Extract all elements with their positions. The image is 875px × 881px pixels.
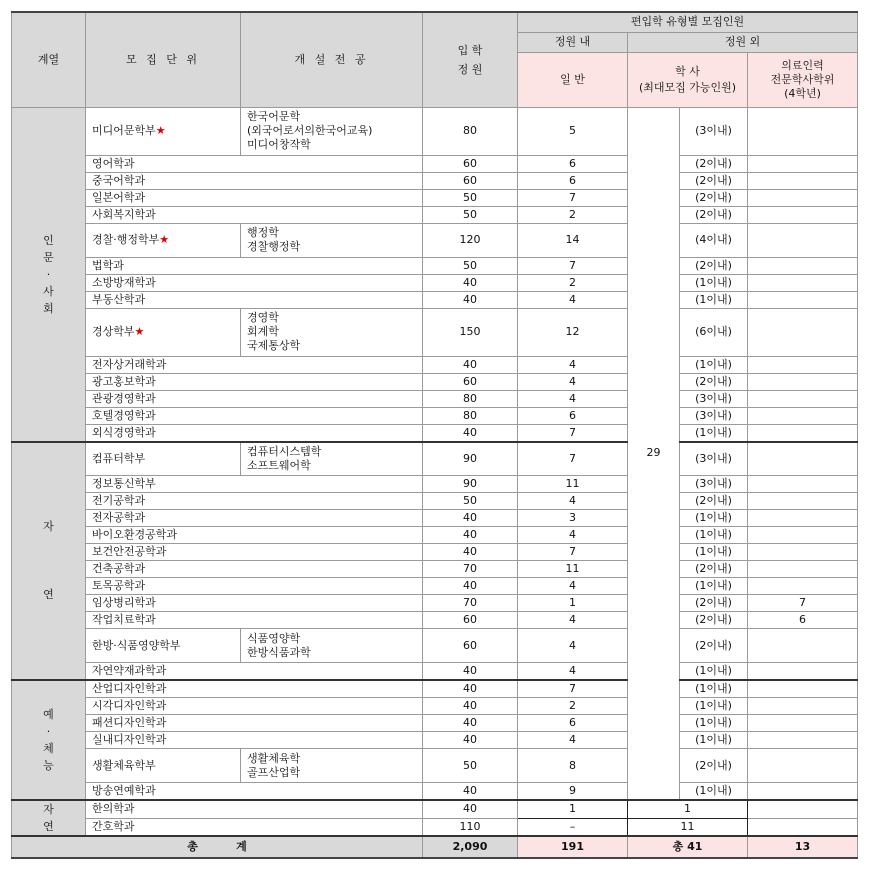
unit-cell: [86, 476, 423, 493]
medical-cell: [748, 818, 858, 836]
limit-cell: (6이내): [680, 308, 748, 356]
limit-cell: 11: [628, 818, 748, 836]
limit-cell: (1이내): [680, 510, 748, 527]
medical-cell: [748, 155, 858, 172]
limit-cell: (1이내): [680, 274, 748, 291]
limit-cell: (3이내): [680, 476, 748, 493]
header-medical: 의료인력 전문학사학위 (4학년): [748, 52, 858, 107]
medical-cell: [748, 390, 858, 407]
medical-cell: [748, 544, 858, 561]
table-row: [12, 172, 858, 189]
quota-cell: 60: [423, 155, 518, 172]
quota-cell: 40: [423, 663, 518, 681]
general-cell: 7: [518, 257, 628, 274]
general-cell: –: [518, 818, 628, 836]
table-row: [12, 356, 858, 373]
unit-name: 미디어문학부: [92, 124, 156, 137]
unit-name: 법학과: [92, 258, 124, 272]
unit-name: 건축공학과: [92, 562, 146, 575]
limit-cell: (3이내): [680, 407, 748, 424]
major-name: 국제통상학: [247, 339, 301, 352]
unit-cell: [86, 680, 423, 698]
limit-cell: (2이내): [680, 561, 748, 578]
quota-cell: 40: [423, 274, 518, 291]
unit-cell: [86, 206, 423, 223]
limit-cell: (1이내): [680, 680, 748, 698]
general-cell: 4: [518, 732, 628, 749]
table-row: [12, 206, 858, 223]
quota-cell: 80: [423, 107, 518, 155]
star-icon: ★: [155, 124, 166, 137]
table-row: [12, 510, 858, 527]
table-row: [12, 155, 858, 172]
unit-name: 토목공학과: [92, 579, 146, 592]
bachelor-total: 29: [628, 107, 680, 800]
medical-cell: [748, 749, 858, 783]
limit-cell: (1이내): [680, 424, 748, 442]
medical-cell: [748, 663, 858, 681]
unit-cell: [86, 510, 423, 527]
major-name: 행정학: [247, 226, 279, 239]
limit-cell: (2이내): [680, 155, 748, 172]
table-row: [12, 373, 858, 390]
medical-cell: [748, 800, 858, 818]
major-name: 한국어문학: [247, 110, 301, 123]
medical-cell: [748, 442, 858, 476]
medical-cell: 7: [748, 595, 858, 612]
general-cell: 11: [518, 476, 628, 493]
table-row: [12, 818, 858, 836]
unit-name: 정보통신학부: [92, 477, 156, 490]
table-row: [12, 291, 858, 308]
quota-cell: 40: [423, 291, 518, 308]
major-name: 경찰행정학: [247, 240, 301, 253]
table-row: [12, 189, 858, 206]
unit-name: 실내디자인학과: [92, 733, 167, 746]
limit-cell: (1이내): [680, 356, 748, 373]
table-row: [12, 749, 858, 783]
table-row: [12, 527, 858, 544]
quota-cell: 90: [423, 442, 518, 476]
quota-cell: 150: [423, 308, 518, 356]
star-icon: ★: [159, 233, 170, 246]
medical-cell: [748, 476, 858, 493]
limit-cell: (2이내): [680, 595, 748, 612]
general-cell: 12: [518, 308, 628, 356]
quota-cell: 40: [423, 527, 518, 544]
table-row: [12, 800, 858, 818]
medical-cell: [748, 373, 858, 390]
unit-cell: [86, 595, 423, 612]
table-row: [12, 424, 858, 442]
header-general: 일 반: [518, 52, 628, 107]
unit-name: 간호학과: [92, 819, 135, 833]
medical-cell: [748, 206, 858, 223]
limit-cell: (2이내): [680, 612, 748, 629]
quota-cell: 60: [423, 172, 518, 189]
medical-cell: [748, 527, 858, 544]
header-out-quota: 정원 외: [628, 32, 858, 52]
table-row: [12, 308, 858, 356]
table-row: [12, 663, 858, 681]
limit-cell: (3이내): [680, 107, 748, 155]
medical-cell: [748, 680, 858, 698]
medical-cell: [748, 578, 858, 595]
unit-name: 외식경영학과: [92, 425, 156, 439]
table-row: [12, 407, 858, 424]
unit-cell: [86, 612, 423, 629]
unit-name: 산업디자인학과: [92, 682, 167, 695]
general-cell: 4: [518, 356, 628, 373]
total-bachelor: 총 41: [628, 836, 748, 858]
quota-cell: 110: [423, 818, 518, 836]
unit-name: 전자상거래학과: [92, 357, 167, 371]
unit-cell: [86, 578, 423, 595]
medical-cell: [748, 510, 858, 527]
table-row: [12, 561, 858, 578]
table-row: [12, 107, 858, 155]
header-unit: 모 집 단 위: [86, 12, 241, 107]
medical-cell: [748, 223, 858, 257]
general-cell: 4: [518, 373, 628, 390]
unit-cell: [86, 783, 423, 801]
major-cell: [241, 749, 423, 783]
header-transfer: 편입학 유형별 모집인원: [518, 12, 858, 32]
general-cell: 3: [518, 510, 628, 527]
unit-name: 방송연예학과: [92, 784, 156, 797]
table-row: [12, 698, 858, 715]
general-cell: 4: [518, 663, 628, 681]
unit-name: 전자공학과: [92, 511, 146, 524]
general-cell: 14: [518, 223, 628, 257]
quota-cell: 50: [423, 257, 518, 274]
unit-name: 경찰·행정학부: [92, 233, 160, 246]
unit-cell: [86, 107, 241, 155]
unit-cell: [86, 818, 423, 836]
quota-cell: 50: [423, 206, 518, 223]
unit-cell: [86, 749, 241, 783]
unit-name: 부동산학과: [92, 292, 146, 306]
table-row: [12, 629, 858, 663]
medical-cell: [748, 172, 858, 189]
general-cell: 9: [518, 783, 628, 801]
limit-cell: (2이내): [680, 493, 748, 510]
unit-name: 한의학과: [92, 802, 135, 816]
limit-cell: (2이내): [680, 373, 748, 390]
unit-cell: [86, 223, 241, 257]
table-row: [12, 257, 858, 274]
header-in-quota: 정원 내: [518, 32, 628, 52]
quota-cell: 40: [423, 578, 518, 595]
table-row: [12, 578, 858, 595]
group-label: 예 · 체 능: [12, 680, 86, 800]
table-row: [12, 223, 858, 257]
unit-name: 호텔경영학과: [92, 408, 156, 422]
general-cell: 2: [518, 698, 628, 715]
quota-cell: 40: [423, 680, 518, 698]
medical-cell: [748, 698, 858, 715]
major-name: 컴퓨터시스템학: [247, 444, 322, 458]
general-cell: 7: [518, 189, 628, 206]
major-name: (외국어로서의한국어교육): [247, 124, 373, 137]
limit-cell: (1이내): [680, 578, 748, 595]
limit-cell: (1이내): [680, 527, 748, 544]
medical-cell: [748, 424, 858, 442]
medical-cell: [748, 274, 858, 291]
unit-name: 소방방재학과: [92, 275, 156, 289]
unit-cell: [86, 663, 423, 681]
header-bachelor: 학 사 (최대모집 가능인원): [628, 52, 748, 107]
general-cell: 2: [518, 206, 628, 223]
unit-name: 패션디자인학과: [92, 716, 167, 729]
general-cell: 6: [518, 407, 628, 424]
unit-cell: [86, 698, 423, 715]
medical-cell: [748, 308, 858, 356]
limit-cell: (2이내): [680, 206, 748, 223]
quota-cell: 40: [423, 424, 518, 442]
major-name: 생활체육학: [247, 751, 301, 765]
table-row: [12, 390, 858, 407]
unit-name: 자연약재과학과: [92, 664, 167, 677]
quota-cell: 40: [423, 698, 518, 715]
general-cell: 7: [518, 680, 628, 698]
table-row: [12, 680, 858, 698]
quota-cell: 40: [423, 715, 518, 732]
medical-cell: [748, 715, 858, 732]
total-label: 총 계: [12, 836, 423, 858]
major-cell: [241, 308, 423, 356]
unit-name: 생활체육학부: [92, 758, 156, 772]
table-row: [12, 493, 858, 510]
general-cell: 7: [518, 442, 628, 476]
limit-cell: (2이내): [680, 172, 748, 189]
limit-cell: (1이내): [680, 291, 748, 308]
unit-cell: [86, 442, 241, 476]
medical-cell: [748, 107, 858, 155]
group-label: 자 연: [12, 442, 86, 681]
table-row: [12, 476, 858, 493]
limit-cell: (1이내): [680, 698, 748, 715]
medical-cell: [748, 407, 858, 424]
quota-cell: 50: [423, 493, 518, 510]
quota-cell: 60: [423, 629, 518, 663]
unit-cell: [86, 291, 423, 308]
unit-cell: [86, 373, 423, 390]
unit-cell: [86, 424, 423, 442]
table-row: [12, 595, 858, 612]
limit-cell: (1이내): [680, 663, 748, 681]
header-major: 개 설 전 공: [241, 12, 423, 107]
unit-name: 한방·식품영양학부: [92, 638, 181, 652]
total-general: 191: [518, 836, 628, 858]
unit-cell: [86, 390, 423, 407]
major-name: 골프산업학: [247, 765, 301, 779]
general-cell: 4: [518, 493, 628, 510]
unit-name: 영어학과: [92, 156, 135, 170]
limit-cell: (3이내): [680, 390, 748, 407]
unit-cell: [86, 561, 423, 578]
quota-cell: 70: [423, 595, 518, 612]
unit-name: 시각디자인학과: [92, 699, 167, 712]
quota-cell: 40: [423, 510, 518, 527]
general-cell: 5: [518, 107, 628, 155]
unit-cell: [86, 732, 423, 749]
unit-cell: [86, 800, 423, 818]
total-row: [12, 836, 858, 858]
medical-cell: [748, 189, 858, 206]
quota-cell: 40: [423, 544, 518, 561]
limit-cell: (1이내): [680, 732, 748, 749]
unit-name: 일본어학과: [92, 190, 146, 204]
admission-table: [11, 11, 858, 859]
medical-cell: [748, 356, 858, 373]
limit-cell: (3이내): [680, 442, 748, 476]
limit-cell: (4이내): [680, 223, 748, 257]
unit-name: 관광경영학과: [92, 391, 156, 405]
table-row: [12, 732, 858, 749]
header-field: 계열: [12, 12, 86, 107]
quota-cell: 40: [423, 732, 518, 749]
total-medical: 13: [748, 836, 858, 858]
major-name: 회계학: [247, 325, 279, 338]
general-cell: 4: [518, 390, 628, 407]
unit-cell: [86, 274, 423, 291]
total-quota: 2,090: [423, 836, 518, 858]
unit-cell: [86, 407, 423, 424]
general-cell: 6: [518, 155, 628, 172]
medical-cell: [748, 561, 858, 578]
general-cell: 1: [518, 595, 628, 612]
general-cell: 2: [518, 274, 628, 291]
group-label: 자 연: [12, 800, 86, 836]
limit-cell: (2이내): [680, 189, 748, 206]
header-quota: 입 학 정 원: [423, 12, 518, 107]
limit-cell: 1: [628, 800, 748, 818]
general-cell: 11: [518, 561, 628, 578]
unit-name: 중국어학과: [92, 173, 146, 187]
general-cell: 8: [518, 749, 628, 783]
major-name: 식품영양학: [247, 631, 301, 645]
table-row: [12, 783, 858, 801]
quota-cell: 60: [423, 612, 518, 629]
major-cell: [241, 442, 423, 476]
unit-cell: [86, 629, 241, 663]
major-cell: [241, 107, 423, 155]
unit-name: 보건안전공학과: [92, 545, 167, 558]
unit-name: 광고홍보학과: [92, 374, 156, 388]
unit-cell: [86, 257, 423, 274]
unit-cell: [86, 172, 423, 189]
limit-cell: (2이내): [680, 629, 748, 663]
general-cell: 4: [518, 629, 628, 663]
unit-name: 사회복지학과: [92, 207, 156, 221]
major-name: 미디어창작학: [247, 138, 311, 151]
quota-cell: 50: [423, 749, 518, 783]
medical-cell: [748, 257, 858, 274]
general-cell: 1: [518, 800, 628, 818]
major-name: 소프트웨어학: [247, 458, 311, 472]
quota-cell: 80: [423, 407, 518, 424]
medical-cell: [748, 291, 858, 308]
major-cell: [241, 629, 423, 663]
star-icon: ★: [134, 325, 145, 338]
unit-name: 임상병리학과: [92, 596, 156, 609]
general-cell: 4: [518, 612, 628, 629]
unit-name: 경상학부: [92, 325, 135, 338]
quota-cell: 40: [423, 356, 518, 373]
unit-cell: [86, 308, 241, 356]
major-cell: [241, 223, 423, 257]
limit-cell: (1이내): [680, 715, 748, 732]
general-cell: 4: [518, 527, 628, 544]
medical-cell: [748, 783, 858, 801]
group-label: 인 문 · 사 회: [12, 107, 86, 442]
table-row: [12, 715, 858, 732]
unit-cell: [86, 356, 423, 373]
limit-cell: (1이내): [680, 544, 748, 561]
medical-cell: 6: [748, 612, 858, 629]
general-cell: 7: [518, 544, 628, 561]
medical-cell: [748, 732, 858, 749]
quota-cell: 70: [423, 561, 518, 578]
table-row: [12, 544, 858, 561]
unit-cell: [86, 715, 423, 732]
limit-cell: (2이내): [680, 257, 748, 274]
general-cell: 7: [518, 424, 628, 442]
unit-name: 작업치료학과: [92, 613, 156, 626]
unit-cell: [86, 544, 423, 561]
general-cell: 4: [518, 291, 628, 308]
general-cell: 6: [518, 715, 628, 732]
quota-cell: 50: [423, 189, 518, 206]
general-cell: 4: [518, 578, 628, 595]
unit-name: 바이오환경공학과: [92, 528, 178, 541]
quota-cell: 90: [423, 476, 518, 493]
quota-cell: 40: [423, 783, 518, 801]
table-row: [12, 442, 858, 476]
major-name: 한방식품과학: [247, 645, 311, 659]
unit-cell: [86, 493, 423, 510]
quota-cell: 40: [423, 800, 518, 818]
unit-name: 컴퓨터학부: [92, 451, 146, 465]
table-row: [12, 274, 858, 291]
limit-cell: (1이내): [680, 783, 748, 801]
quota-cell: 120: [423, 223, 518, 257]
medical-cell: [748, 493, 858, 510]
limit-cell: (2이내): [680, 749, 748, 783]
quota-cell: 60: [423, 373, 518, 390]
quota-cell: 80: [423, 390, 518, 407]
unit-cell: [86, 527, 423, 544]
general-cell: 6: [518, 172, 628, 189]
unit-cell: [86, 155, 423, 172]
unit-cell: [86, 189, 423, 206]
major-name: 경영학: [247, 311, 279, 324]
medical-cell: [748, 629, 858, 663]
unit-name: 전기공학과: [92, 494, 146, 507]
table-row: [12, 612, 858, 629]
